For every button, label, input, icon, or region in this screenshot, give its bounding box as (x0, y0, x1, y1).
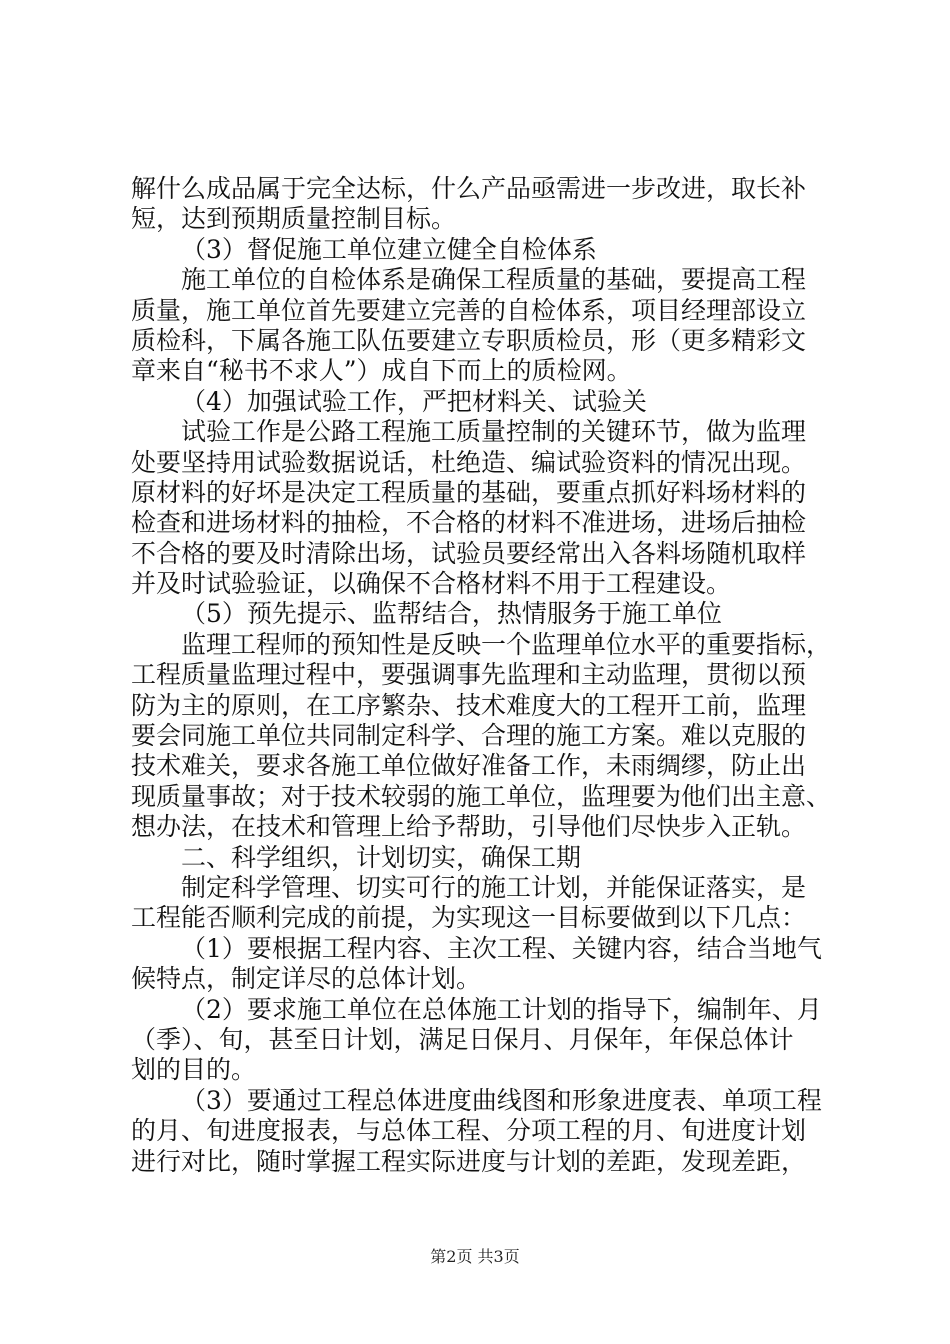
text-line: （季）、旬，甚至日计划，满足日保月、月保年，年保总体计 (131, 1024, 794, 1054)
text-line: 现质量事故；对于技术较弱的施工单位，监理要为他们出主意、 (131, 781, 832, 811)
text-line: （4）加强试验工作，严把材料关、试验关 (181, 386, 647, 416)
text-line: 要会同施工单位共同制定科学、合理的施工方案。难以克服的 (131, 721, 807, 751)
text-line: （5）预先提示、监帮结合，热情服务于施工单位 (181, 599, 722, 629)
text-line: （3）要通过工程总体进度曲线图和形象进度表、单项工程 (181, 1085, 822, 1115)
text-line: 章来自“秘书不求人”）成自下而上的质检网。 (131, 356, 632, 386)
text-line: 短，达到预期质量控制目标。 (131, 204, 457, 234)
text-line: 的月、旬进度报表，与总体工程、分项工程的月、旬进度计划 (131, 1116, 807, 1146)
text-line: 质量，施工单位首先要建立完善的自检体系，项目经理部设立 (131, 295, 807, 325)
text-line: 处要坚持用试验数据说话，杜绝造、编试验资料的情况出现。 (131, 447, 807, 477)
text-line: 想办法，在技术和管理上给予帮助，引导他们尽快步入正轨。 (131, 812, 807, 842)
page-footer: 第2页 共3页 (430, 1247, 520, 1266)
text-line: （3）督促施工单位建立健全自检体系 (181, 234, 597, 264)
text-line: 原材料的好坏是决定工程质量的基础，要重点抓好料场材料的 (131, 477, 807, 507)
text-line: 并及时试验验证，以确保不合格材料不用于工程建设。 (131, 569, 732, 599)
text-line: 技术难关，要求各施工单位做好准备工作，未雨绸缪，防止出 (131, 751, 807, 781)
text-line: 施工单位的自检体系是确保工程质量的基础，要提高工程 (181, 265, 807, 295)
text-line: 质检科，下属各施工队伍要建立专职质检员，形（更多精彩文 (131, 325, 807, 355)
text-line: 进行对比，随时掌握工程实际进度与计划的差距，发现差距， (131, 1146, 807, 1176)
text-line: （2）要求施工单位在总体施工计划的指导下，编制年、月 (181, 994, 822, 1024)
text-line: 制定科学管理、切实可行的施工计划，并能保证落实，是 (181, 872, 807, 902)
text-line: 试验工作是公路工程施工质量控制的关键环节，做为监理 (181, 417, 807, 447)
text-line: 解什么成品属于完全达标，什么产品亟需进一步改进，取长补 (131, 174, 807, 203)
text-line: 二、科学组织，计划切实，确保工期 (181, 842, 582, 872)
text-line: 检查和进场材料的抽检，不合格的材料不准进场，进场后抽检 (131, 508, 807, 538)
text-line: 监理工程师的预知性是反映一个监理单位水平的重要指标， (181, 629, 832, 659)
text-line: （1）要根据工程内容、主次工程、关键内容，结合当地气 (181, 933, 822, 963)
document-body (131, 174, 831, 1177)
text-line: 工程质量监理过程中，要强调事先监理和主动监理，贯彻以预 (131, 660, 807, 690)
text-line: 不合格的要及时清除出场，试验员要经常出入各料场随机取样 (131, 538, 807, 568)
text-line: 划的目的。 (131, 1055, 257, 1085)
text-line: 防为主的原则，在工序繁杂、技术难度大的工程开工前，监理 (131, 690, 807, 720)
text-line: 候特点，制定详尽的总体计划。 (131, 964, 482, 994)
text-line: 工程能否顺利完成的前提，为实现这一目标要做到以下几点： (131, 903, 807, 933)
